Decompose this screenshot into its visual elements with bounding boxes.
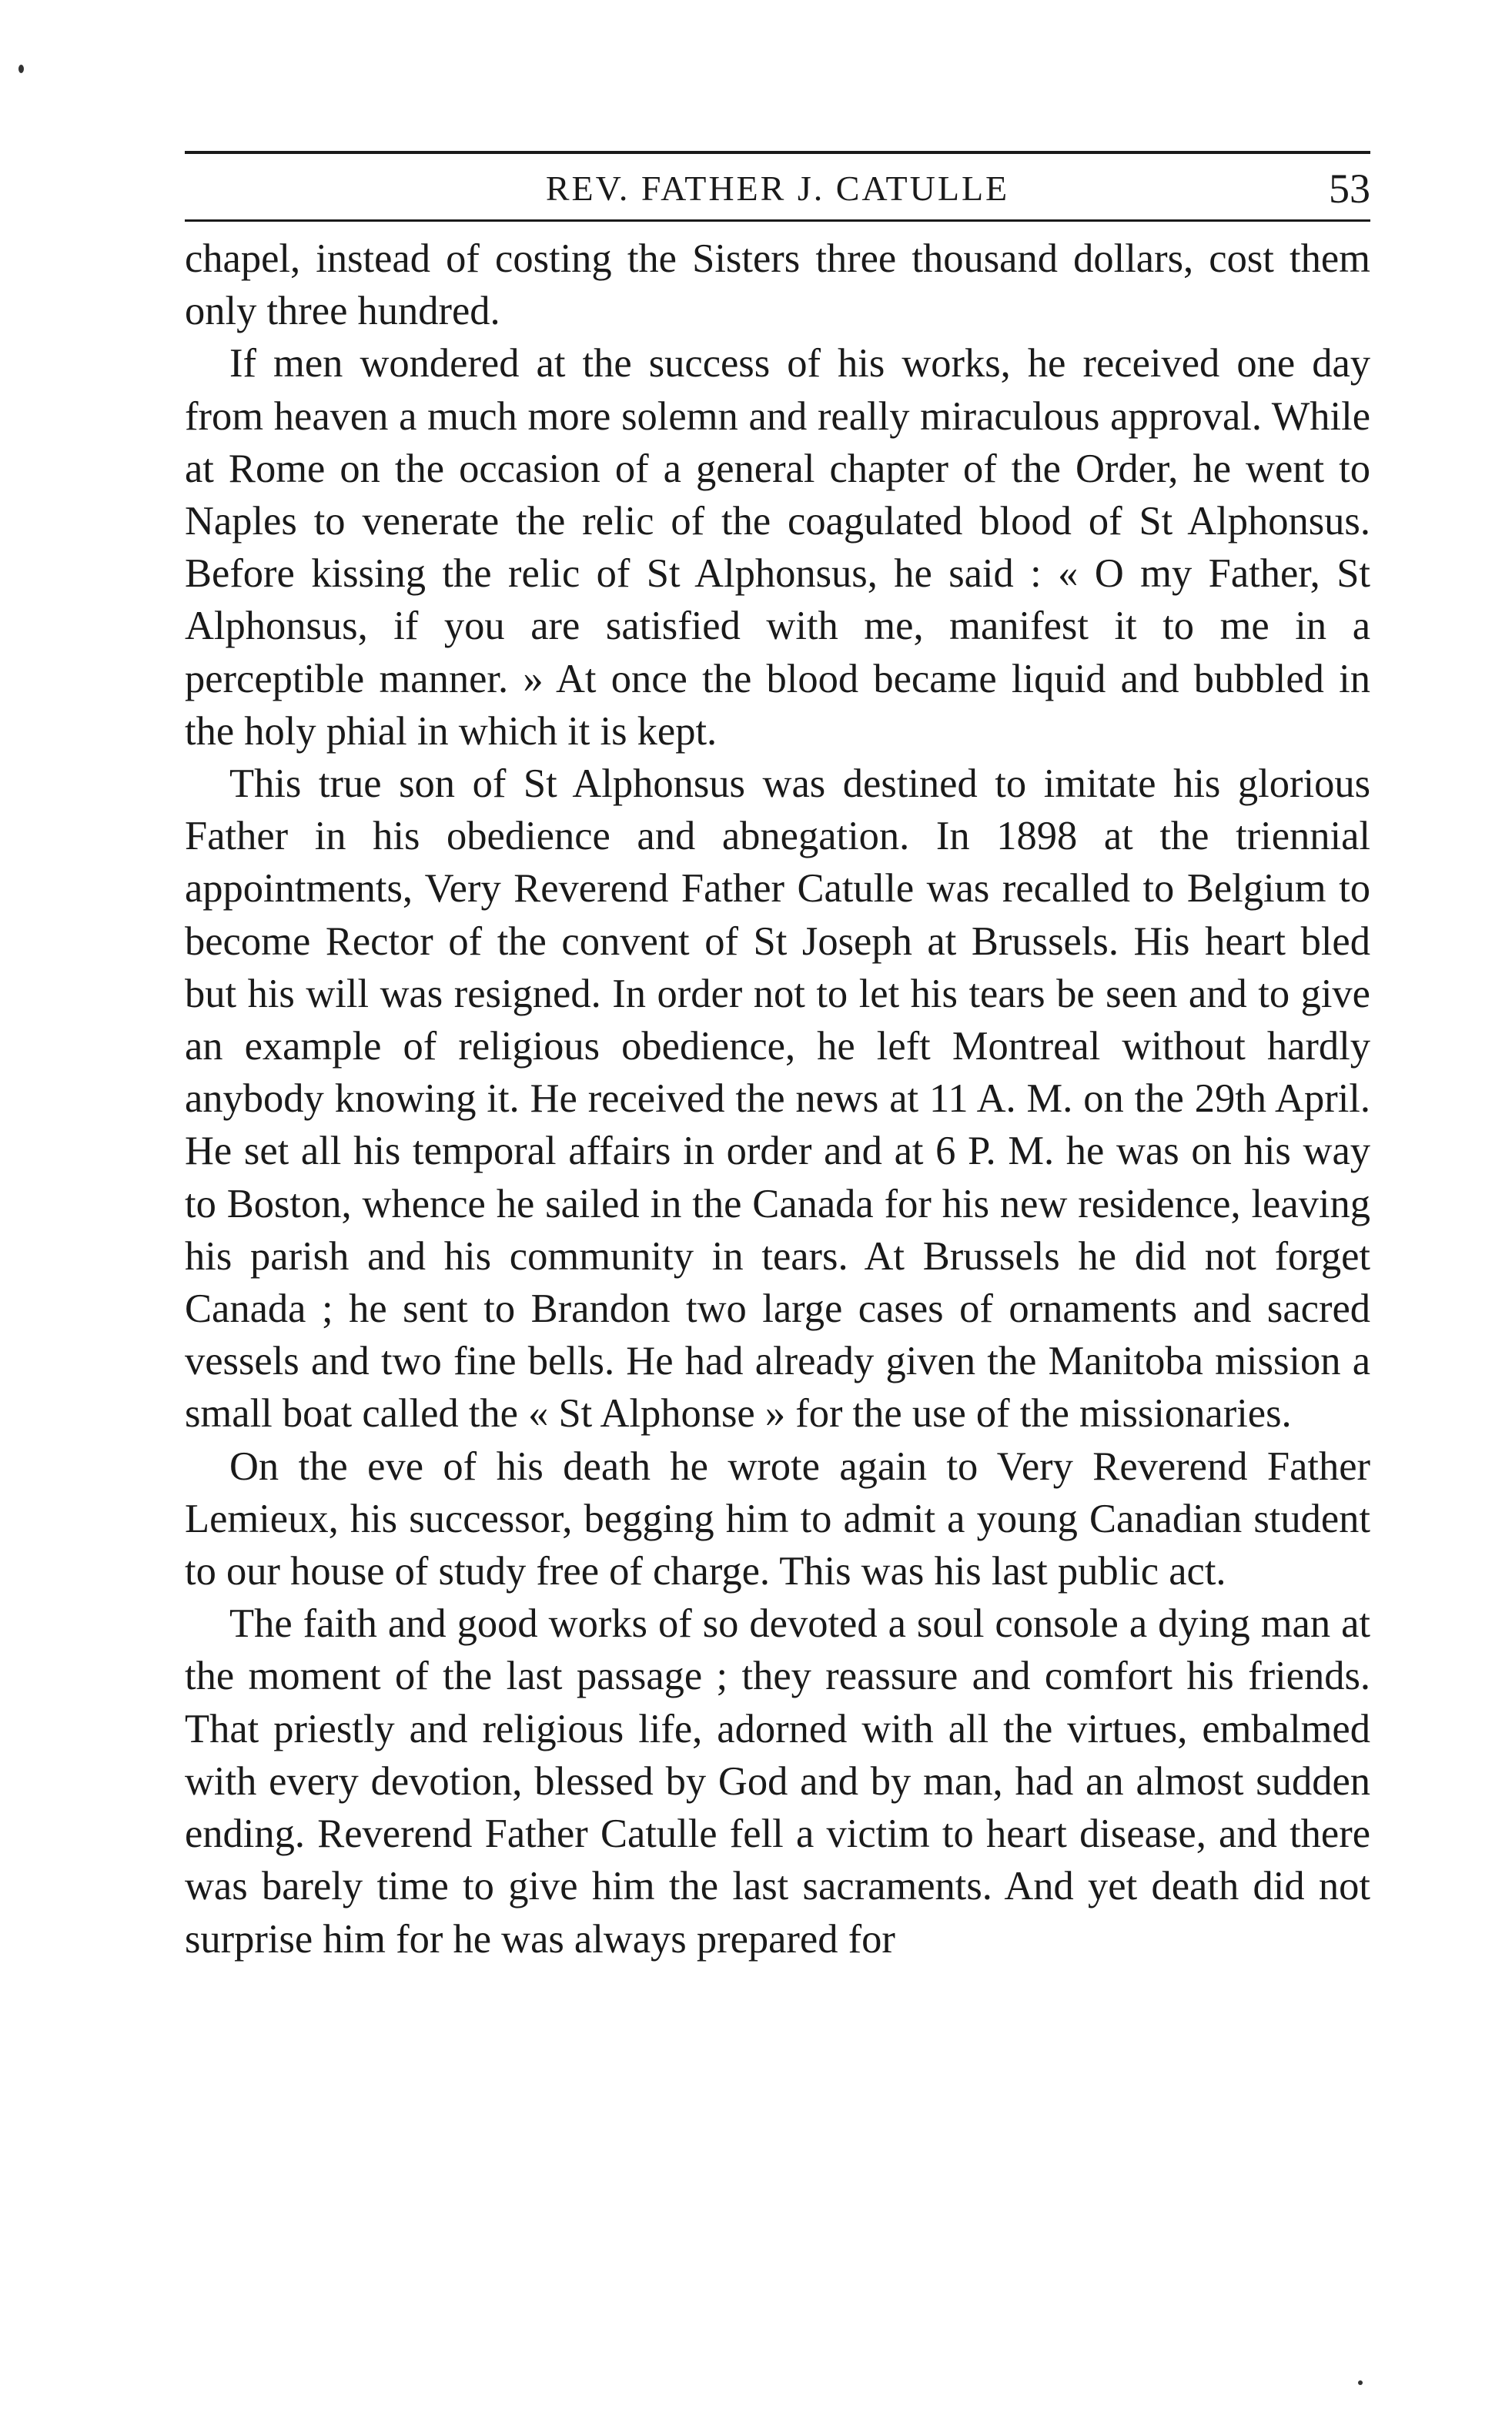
top-rule bbox=[185, 151, 1370, 154]
paragraph-1: chapel, instead of costing the Sisters three thousand dollars, cost them only three hundred. bbox=[185, 236, 1370, 334]
book-page bbox=[185, 151, 1370, 1965]
header-rule bbox=[185, 219, 1370, 222]
page-speck bbox=[1358, 2380, 1363, 2385]
running-head bbox=[185, 162, 1370, 222]
page-speck bbox=[18, 65, 24, 73]
body-text bbox=[185, 232, 1370, 1965]
paragraph-4: On the eve of his death he wrote again to Very Reverend Father Lemieux, his successor, begging him to admit a young Canadian student to our house of study free of charge. This was his last public act. bbox=[185, 1443, 1370, 1594]
running-title: REV. FATHER J. CATULLE bbox=[545, 169, 1010, 208]
paragraph-2: If men wondered at the success of his works, he received one day from heaven a much more solemn and really miraculous approval. While at Rome on the occasion of a general chapter of the Order, he went to Naples to venerate the relic of the coagulated blood of St Alphonsus. Before kissing the relic of St Alphonsus, he said : « O my Father, St Alphonsus, if you are satisfied with me, manifest it to me in a perceptible manner. » At once the blood became liquid and bubbled in the holy phial in which it is kept. bbox=[185, 341, 1370, 754]
paragraph-3: This true son of St Alphonsus was destined to imitate his glorious Father in his obedience and abnegation. In 1898 at the triennial appointments, Very Reverend Father Catulle was recalled to Belgium to become Rector of the convent of St Joseph at Brussels. His heart bled but his will was resigned. In order not to let his tears be seen and to give an example of religious obedience, he left Montreal without hardly anybody knowing it. He received the news at 11 A. M. on the 29th April. He set all his temporal affairs in order and at 6 P. M. he was on his way to Boston, whence he sailed in the Canada for his new residence, leaving his parish and his community in tears. At Brussels he did not forget Canada ; he sent to Brandon two large cases of ornaments and sacred vessels and two fine bells. He had already given the Manitoba mission a small boat called the « St Alphonse » for the use of the missionaries. bbox=[185, 761, 1370, 1437]
page-number: 53 bbox=[1329, 166, 1370, 212]
paragraph-5: The faith and good works of so devoted a soul console a dying man at the moment of the last passage ; they reassure and comfort his friends. That priestly and religious life, adorned with all the virtues, embalmed with every devotion, blessed by God and by man, had an almost sudden ending. Reverend Father Catulle fell a victim to heart disease, and there was barely time to give him the last sacraments. And yet death did not surprise him for he was always prepared for bbox=[185, 1601, 1370, 1962]
